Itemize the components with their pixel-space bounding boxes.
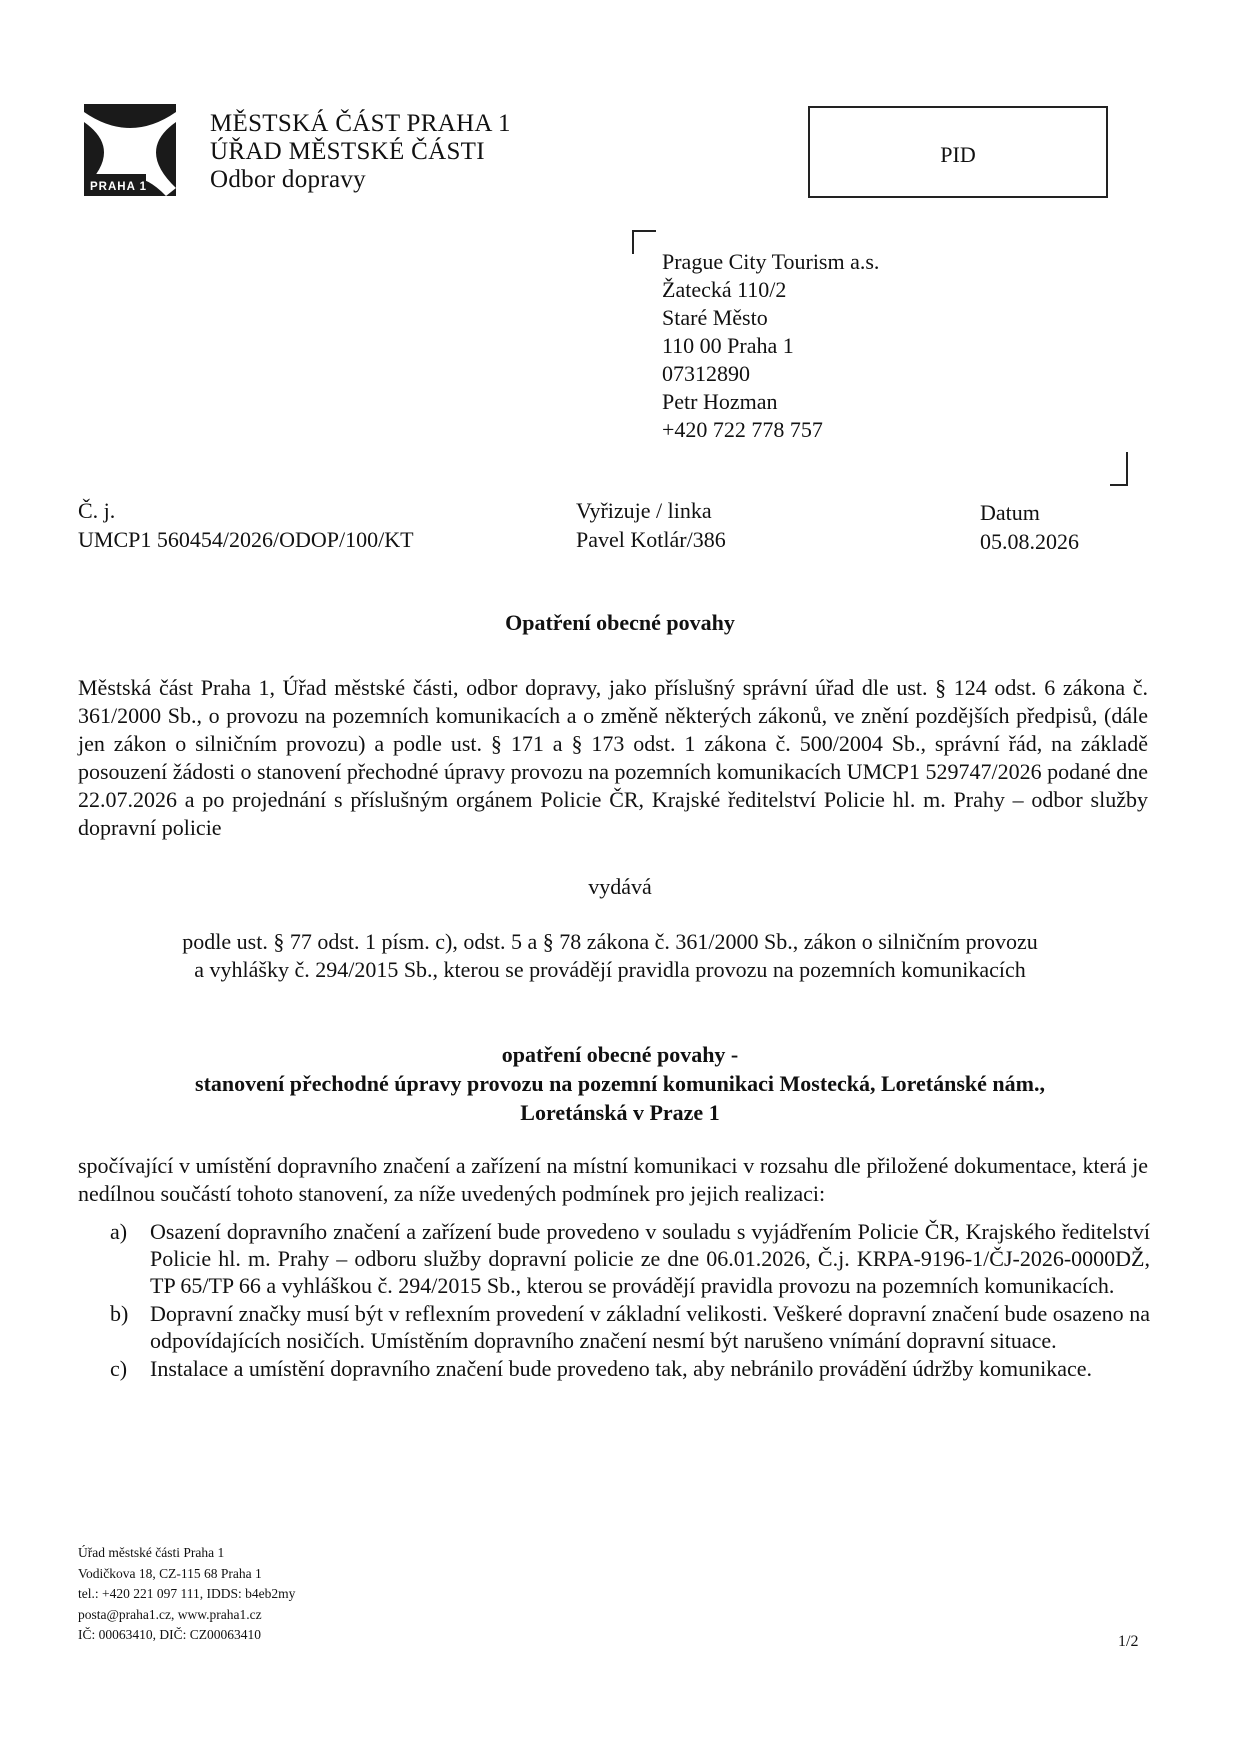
consisting-paragraph: spočívající v umístění dopravního značení a zařízení na místní komunikaci v rozsahu dle přiložené dokumentace, která je nedílnou součástí tohoto stanovení, za níže uvedených podmínek pro jejich realizaci: bbox=[78, 1153, 1148, 1206]
organization-header bbox=[210, 110, 511, 194]
intro-paragraph: Městská část Praha 1, Úřad městské části, odbor dopravy, jako příslušný správní úřad dle ust. § 124 odst. 6 zákona č. 361/2000 Sb., o provozu na pozemních komunikacích a o změně některých zákonů, ve znění pozdějších předpisů, (dále jen zákon o silničním provozu) a podle ust. § 171 a § 173 odst. 1 zákona č. 500/2004 Sb., správní řád, na základě posouzení žádosti o stanovení přechodné úpravy provozu na pozemních komunikacích UMCP1 529747/2026 podané dne 22.07.2026 a po projednání s příslušným orgánem Policie ČR, Krajské ředitelství Policie hl. m. Prahy – odbor služby dopravní policie bbox=[78, 675, 1148, 840]
org-name: MĚSTSKÁ ČÁST PRAHA 1 bbox=[210, 110, 511, 137]
footer-line: Úřad městské části Praha 1 bbox=[78, 1545, 225, 1560]
legal-basis-line: a vyhlášky č. 294/2015 Sb., kterou se provádějí pravidla provozu na pozemních komunikacích bbox=[194, 957, 1026, 982]
footer-line: tel.: +420 221 097 111, IDDS: b4eb2my bbox=[78, 1586, 296, 1601]
legal-basis-line: podle ust. § 77 odst. 1 písm. c), odst. 5 a § 78 zákona č. 361/2000 Sb., zákon o silničním provozu bbox=[182, 929, 1038, 954]
measure-heading-line: Loretánská v Praze 1 bbox=[520, 1100, 720, 1125]
address-corner-bottom-right bbox=[1110, 452, 1128, 486]
footer-line: posta@praha1.cz, www.praha1.cz bbox=[78, 1606, 262, 1622]
legal-basis bbox=[130, 928, 1090, 984]
condition-marker: b) bbox=[110, 1301, 129, 1326]
handler-label: Vyřizuje / linka bbox=[576, 498, 712, 523]
logo-text: PRAHA 1 bbox=[90, 181, 148, 193]
recipient-address bbox=[662, 248, 879, 444]
condition-text: Osazení dopravního značení a zařízení bude provedeno v souladu s vyjádřením Policie ČR, Krajského ředitelství Policie hl. m. Prahy – odboru služby dopravní policie ze dne 06.01.2026, Č.j. KRPA-9196-1/ČJ-2026-0000DŽ, TP 65/TP 66 a vyhláškou č. 294/2015 Sb., kterou se provádějí pravidla provozu na pozemních komunikacích. bbox=[150, 1219, 1150, 1298]
pid-label: PID bbox=[940, 142, 976, 167]
pid-box bbox=[808, 106, 1108, 198]
footer-line: Vodičkova 18, CZ-115 68 Praha 1 bbox=[78, 1565, 262, 1581]
condition-item bbox=[110, 1218, 1150, 1299]
footer-contact bbox=[78, 1543, 295, 1646]
handler-value: Pavel Kotlár/386 bbox=[576, 527, 726, 552]
condition-item bbox=[110, 1355, 1150, 1382]
measure-heading-line: stanovení přechodné úpravy provozu na pozemní komunikaci Mostecká, Loretánské nám., bbox=[195, 1071, 1045, 1096]
org-office: ÚŘAD MĚSTSKÉ ČÁSTI bbox=[210, 138, 485, 165]
recipient-line: Prague City Tourism a.s. bbox=[662, 249, 880, 274]
condition-text: Dopravní značky musí být v reflexním provedení v základní velikosti. Veškeré dopravní značení bude osazeno na odpovídajících nosičích. Umístěním dopravního značení nesmí být narušeno vnímání dopravní situace. bbox=[150, 1301, 1150, 1353]
praha1-logo bbox=[84, 104, 176, 196]
case-number-block bbox=[78, 496, 414, 554]
recipient-line: 07312890 bbox=[662, 361, 750, 386]
recipient-line: Žatecká 110/2 bbox=[662, 277, 787, 302]
condition-text: Instalace a umístění dopravního značení bude provedeno tak, aby nebránilo provádění údržby komunikace. bbox=[150, 1356, 1093, 1381]
date-label: Datum bbox=[980, 500, 1040, 525]
case-number-label: Č. j. bbox=[78, 498, 116, 523]
condition-marker: a) bbox=[110, 1219, 128, 1244]
page-number: 1/2 bbox=[1118, 1633, 1139, 1650]
recipient-line: Staré Město bbox=[662, 305, 768, 330]
measure-heading bbox=[0, 1040, 1240, 1127]
measure-heading-line: opatření obecné povahy - bbox=[501, 1042, 739, 1067]
condition-marker: c) bbox=[110, 1356, 128, 1381]
conditions-list bbox=[110, 1218, 1150, 1383]
case-number-value: UMCP1 560454/2026/ODOP/100/KT bbox=[78, 527, 414, 552]
date-block bbox=[980, 498, 1079, 556]
address-corner-top-left bbox=[632, 230, 656, 254]
recipient-line: +420 722 778 757 bbox=[662, 417, 823, 442]
issues-line: vydává bbox=[588, 874, 652, 899]
date-value: 05.08.2026 bbox=[980, 529, 1079, 554]
recipient-line: Petr Hozman bbox=[662, 389, 778, 414]
handler-block bbox=[576, 496, 726, 554]
document-title: Opatření obecné povahy bbox=[505, 610, 735, 635]
footer-line: IČ: 00063410, DIČ: CZ00063410 bbox=[78, 1627, 262, 1642]
praha1-logo-mark bbox=[84, 104, 176, 196]
condition-item bbox=[110, 1300, 1150, 1354]
recipient-line: 110 00 Praha 1 bbox=[662, 333, 794, 358]
org-department: Odbor dopravy bbox=[210, 166, 366, 193]
